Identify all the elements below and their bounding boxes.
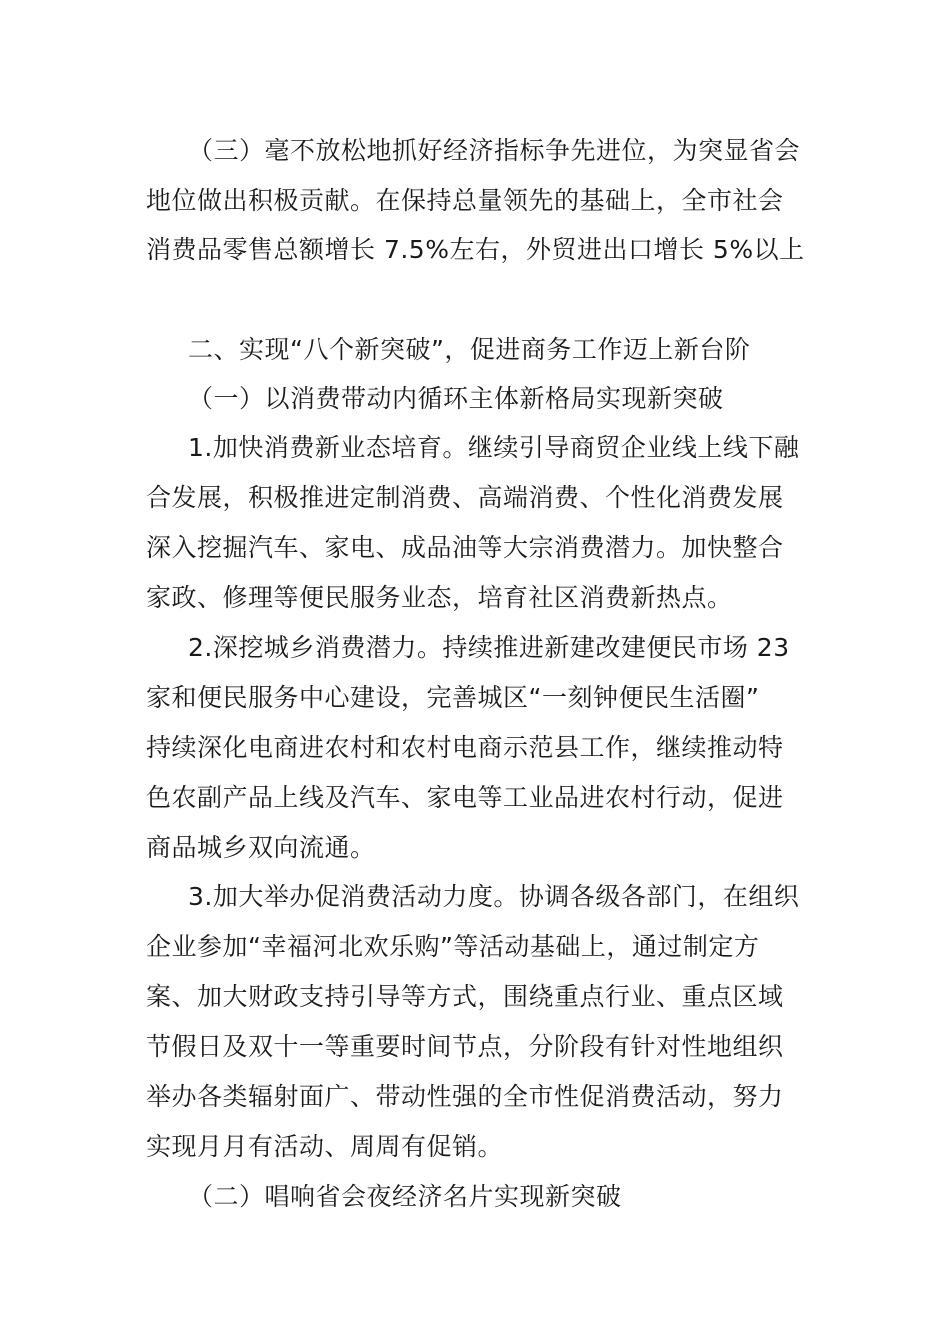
section-heading: 二、实现“八个新突破”，促进商务工作迈上新台阶 [188, 335, 751, 364]
paragraph-line: 举办各类辐射面广、带动性强的全市性促消费活动，努力 [146, 1082, 784, 1111]
paragraph-line: 3.加大举办促消费活动力度。协调各级各部门，在组织 [188, 882, 800, 911]
paragraph-line: 商品城乡双向流通。 [146, 833, 376, 862]
paragraph-line: 实现月月有活动、周周有促销。 [146, 1132, 504, 1161]
paragraph-line: 企业参加“幸福河北欢乐购”等活动基础上，通过制定方 [146, 932, 760, 961]
subsection-heading: （二）唱响省会夜经济名片实现新突破 [188, 1182, 622, 1211]
subsection-heading: （一）以消费带动内循环主体新格局实现新突破 [188, 384, 724, 413]
paragraph-line: 消费品零售总额增长 7.5%左右，外贸进出口增长 5%以上 [146, 235, 805, 264]
paragraph-line: 家政、修理等便民服务业态，培育社区消费新热点。 [146, 583, 733, 612]
paragraph-line: 节假日及双十一等重要时间节点，分阶段有针对性地组织 [146, 1032, 784, 1061]
paragraph-line: 1.加快消费新业态培育。继续引导商贸企业线上线下融 [188, 433, 800, 462]
paragraph-line: （三）毫不放松地抓好经济指标争先进位，为突显省会 [188, 136, 801, 165]
paragraph-line: 家和便民服务中心建设，完善城区“一刻钟便民生活圈” [146, 683, 760, 712]
paragraph-line: 色农副产品上线及汽车、家电等工业品进农村行动，促进 [146, 783, 784, 812]
paragraph-line: 案、加大财政支持引导等方式，围绕重点行业、重点区域 [146, 982, 784, 1011]
paragraph-line: 持续深化电商进农村和农村电商示范县工作，继续推动特 [146, 733, 784, 762]
paragraph-line: 合发展，积极推进定制消费、高端消费、个性化消费发展 [146, 483, 784, 512]
paragraph-line: 2.深挖城乡消费潜力。持续推进新建改建便民市场 23 [188, 633, 790, 662]
paragraph-line: 地位做出积极贡献。在保持总量领先的基础上，全市社会 [146, 186, 784, 215]
paragraph-line: 深入挖掘汽车、家电、成品油等大宗消费潜力。加快整合 [146, 533, 784, 562]
